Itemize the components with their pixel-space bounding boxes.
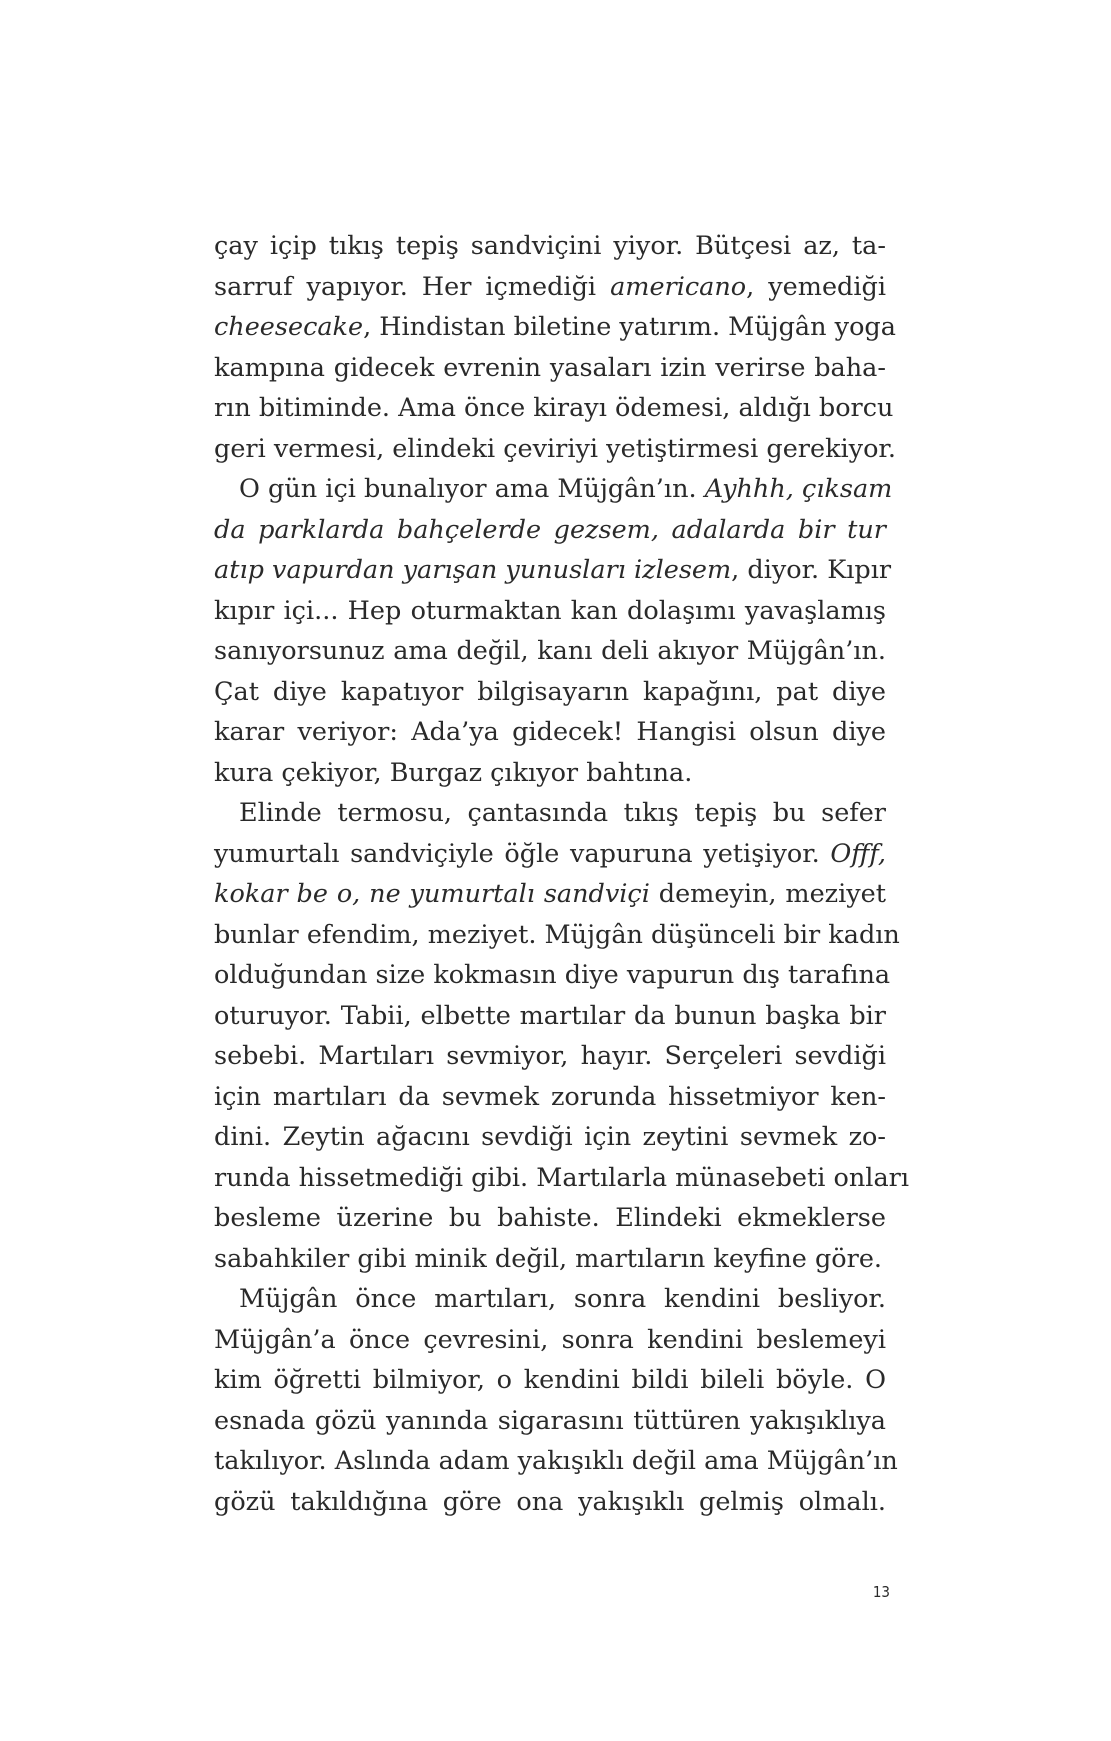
text-span: kıpır içi... Hep oturmaktan kan dolaşımı yavaşlamış (214, 595, 886, 626)
text-line (214, 1077, 886, 1118)
text-span: Müjgân önce martıları, sonra kendini besliyor. (239, 1284, 886, 1314)
text-line (214, 1117, 886, 1158)
text-span: bunlar efendim, meziyet. Müjgân düşünceli bir kadın (214, 919, 900, 950)
text-line (214, 712, 886, 753)
paragraph (214, 793, 909, 1279)
italic-text: Offf, (830, 838, 886, 869)
text-line (214, 1158, 909, 1199)
text-line (214, 348, 886, 389)
text-line (214, 915, 900, 956)
text-span: geri vermesi, elindeki çeviriyi yetiştirmesi gerekiyor. (214, 433, 896, 464)
text-span: , Hindistan biletine yatırım. Müjgân yoga (363, 312, 896, 342)
text-line (214, 834, 886, 875)
text-span: esnada gözü yanında sigarasını tüttüren yakışıklıya (214, 1405, 886, 1436)
text-span: , yemediği (746, 271, 887, 302)
text-span: takılıyor. Aslında adam yakışıklı değil ama Müjgân’ın (214, 1446, 898, 1476)
text-line (214, 1198, 886, 1239)
text-span: için martıları da sevmek zorunda hissetmiyor ken- (214, 1081, 886, 1112)
text-span: sabahkiler gibi minik değil, martıların keyfine göre. (214, 1243, 883, 1274)
text-span: , diyor. Kıpır (731, 555, 892, 585)
text-line (214, 874, 886, 915)
text-span: Müjgân’a önce çevresini, sonra kendini beslemeyi (214, 1324, 886, 1355)
text-line (214, 1441, 898, 1482)
text-line (214, 793, 886, 834)
text-span: Elinde termosu, çantasında tıkış tepiş bu sefer (239, 798, 886, 828)
italic-text: da parklarda bahçelerde gezsem, adalarda bir tur (214, 514, 886, 545)
text-span: O gün içi bunalıyor ama Müjgân’ın. (239, 474, 705, 504)
text-span: demeyin, meziyet (649, 879, 887, 909)
text-line (214, 469, 893, 510)
text-line (214, 955, 891, 996)
italic-text: kokar be o, ne yumurtalı sandviçi (214, 879, 650, 909)
text-span: karar veriyor: Ada’ya gidecek! Hangisi olsun diye (214, 717, 886, 747)
text-span: kampına gidecek evrenin yasaları izin verirse baha- (214, 352, 886, 383)
text-line (214, 1239, 886, 1280)
text-line (214, 510, 886, 551)
text-line (214, 307, 896, 348)
text-line (214, 1036, 886, 1077)
italic-text: Ayhhh, çıksam (704, 474, 893, 504)
text-line (214, 631, 886, 672)
italic-text: cheesecake (214, 312, 364, 342)
body-text (214, 226, 909, 1522)
italic-text: americano (610, 271, 747, 302)
text-span: olduğundan size kokmasın diye vapurun dış tarafına (214, 960, 891, 990)
text-span: kura çekiyor, Burgaz çıkıyor bahtına. (214, 757, 693, 788)
text-line (214, 1482, 886, 1523)
text-span: dini. Zeytin ağacını sevdiği için zeytini sevmek zo- (214, 1122, 886, 1152)
paragraph (214, 469, 893, 793)
text-line (214, 1320, 886, 1361)
text-line (214, 1360, 886, 1401)
text-line (214, 996, 886, 1037)
text-span: runda hissetmediği gibi. Martılarla münasebeti onları (214, 1162, 909, 1193)
text-line (214, 1279, 886, 1320)
text-line (214, 226, 886, 267)
italic-text: atıp vapurdan yarışan yunusları izlesem (214, 555, 732, 585)
text-span: sebebi. Martıları sevmiyor, hayır. Serçeleri sevdiği (214, 1041, 886, 1071)
text-line (214, 672, 886, 713)
text-span: besleme üzerine bu bahiste. Elindeki ekmeklerse (214, 1203, 886, 1233)
text-span: yumurtalı sandviçiyle öğle vapuruna yetişiyor. (214, 838, 831, 869)
text-span: çay içip tıkış tepiş sandviçini yiyor. Bütçesi az, ta- (214, 231, 886, 261)
text-line (214, 1401, 886, 1442)
paragraph (214, 226, 896, 469)
text-span: Çat diye kapatıyor bilgisayarın kapağını, pat diye (214, 676, 886, 707)
text-line (214, 753, 886, 794)
paragraph (214, 1279, 898, 1522)
text-span: rın bitiminde. Ama önce kirayı ödemesi, aldığı borcu (214, 393, 894, 423)
text-line (214, 388, 894, 429)
text-line (214, 591, 886, 632)
text-line (214, 267, 886, 308)
text-span: gözü takıldığına göre ona yakışıklı gelmiş olmalı. (214, 1486, 886, 1517)
text-span: kim öğretti bilmiyor, o kendini bildi bileli böyle. O (214, 1365, 886, 1395)
text-span: sarruf yapıyor. Her içmediği (214, 271, 611, 302)
text-span: oturuyor. Tabii, elbette martılar da bunun başka bir (214, 1000, 886, 1031)
text-span: sanıyorsunuz ama değil, kanı deli akıyor Müjgân’ın. (214, 636, 886, 666)
text-line (214, 550, 892, 591)
text-line (214, 429, 896, 470)
page-number: 13 (872, 1583, 890, 1601)
